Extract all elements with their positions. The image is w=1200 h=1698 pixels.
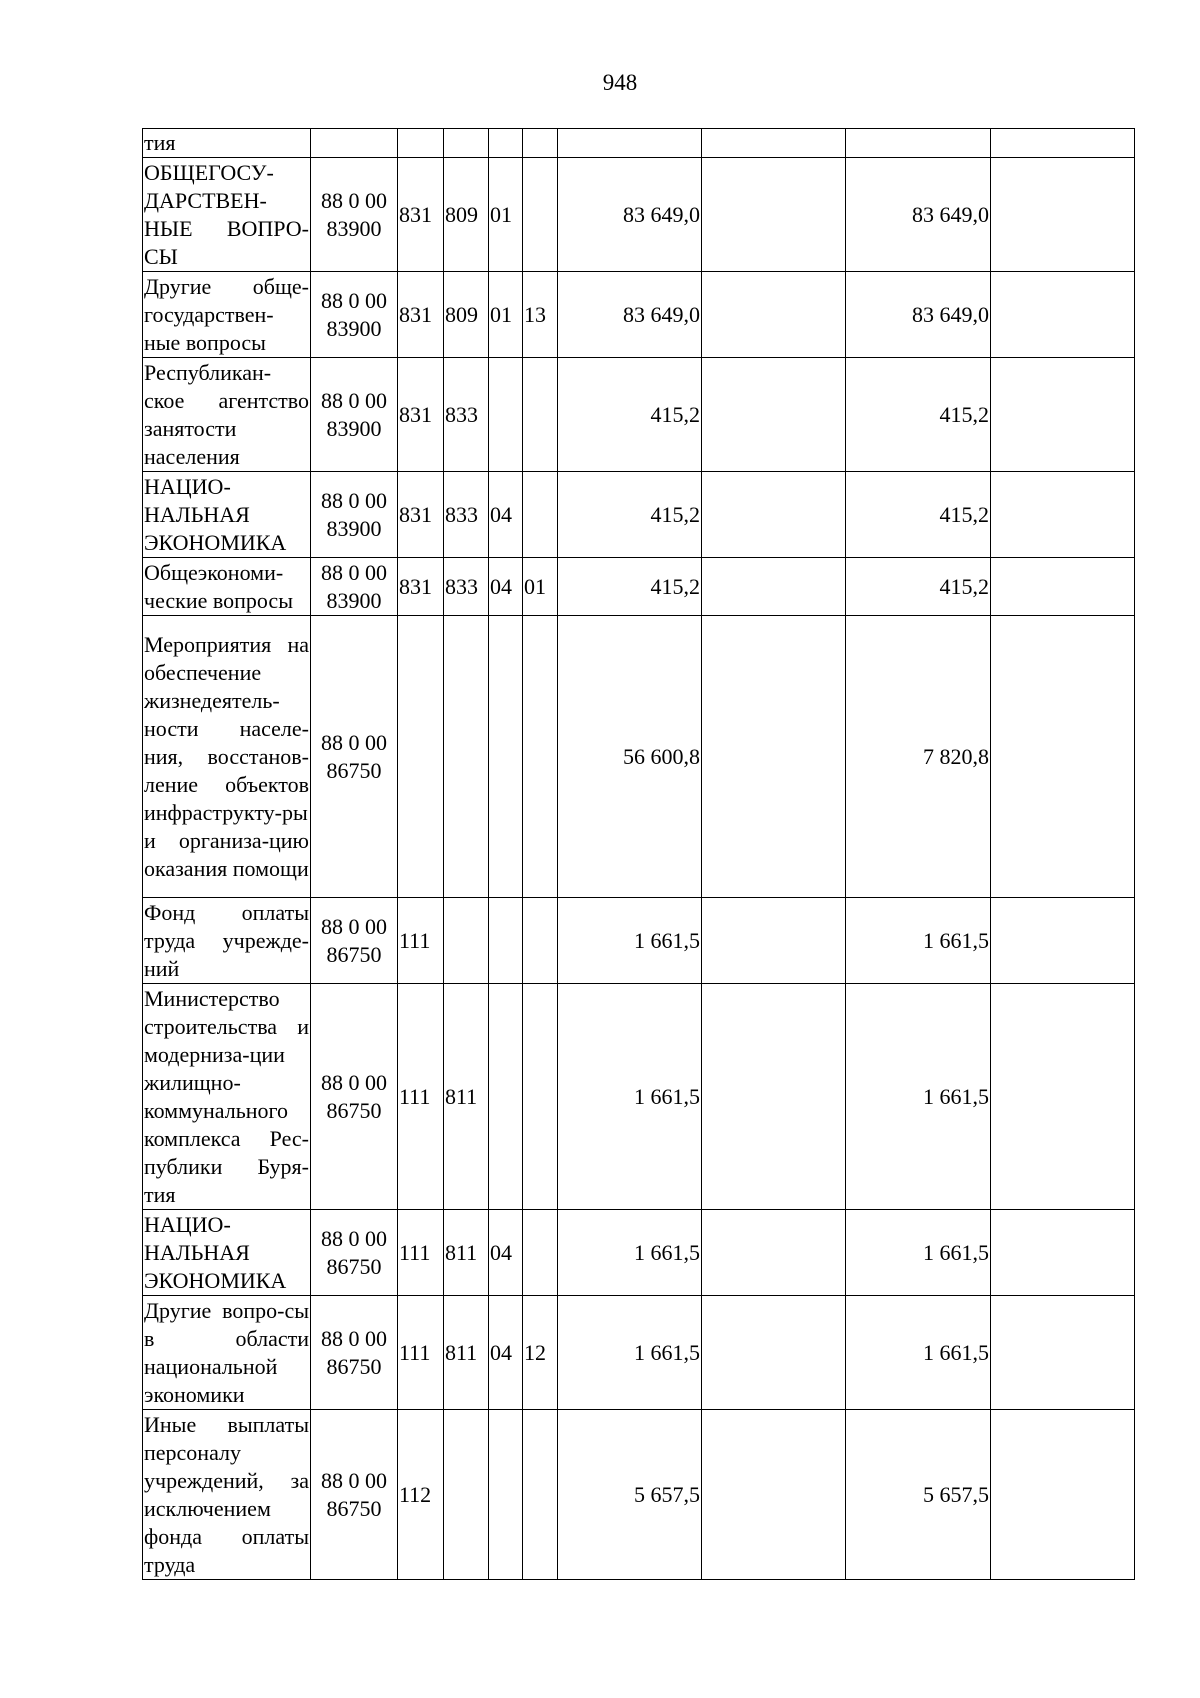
amount-column-2-cell <box>702 129 846 158</box>
row-name-cell: НАЦИО-НАЛЬНАЯ ЭКОНОМИКА <box>143 472 311 558</box>
amount-total-cell: 1 661,5 <box>558 898 702 984</box>
department-code-cell: 811 <box>444 984 489 1210</box>
target-article-code-cell: 88 0 00 86750 <box>311 1296 398 1410</box>
table-row <box>143 1410 1135 1580</box>
amount-total-cell: 5 657,5 <box>558 1410 702 1580</box>
subsection-code-cell <box>523 1410 558 1580</box>
expense-type-cell: 112 <box>398 1410 444 1580</box>
amount-column-2-cell <box>702 158 846 272</box>
row-name-cell: НАЦИО-НАЛЬНАЯ ЭКОНОМИКА <box>143 1210 311 1296</box>
department-code-cell <box>444 1410 489 1580</box>
expense-type-cell: 111 <box>398 1296 444 1410</box>
row-name-cell: Иные выплаты персоналу учреждений, за исключением фонда оплаты труда <box>143 1410 311 1580</box>
table-row <box>143 158 1135 272</box>
row-name-cell: ОБЩЕГОСУ-ДАРСТВЕН-НЫЕ ВОПРО-СЫ <box>143 158 311 272</box>
target-article-code-cell: 88 0 00 86750 <box>311 984 398 1210</box>
amount-total-cell: 415,2 <box>558 472 702 558</box>
row-name-cell: Другие вопро-сы в области национальной экономики <box>143 1296 311 1410</box>
row-name-cell: тия <box>143 129 311 158</box>
department-code-cell: 811 <box>444 1210 489 1296</box>
section-code-cell: 01 <box>489 158 523 272</box>
amount-column-2-cell <box>702 1296 846 1410</box>
expense-type-cell <box>398 616 444 898</box>
expense-type-cell: 111 <box>398 1210 444 1296</box>
target-article-code-cell <box>311 129 398 158</box>
amount-column-2-cell <box>702 898 846 984</box>
department-code-cell <box>444 616 489 898</box>
subsection-code-cell <box>523 129 558 158</box>
subsection-code-cell <box>523 1210 558 1296</box>
table-row <box>143 272 1135 358</box>
amount-total-cell: 415,2 <box>558 558 702 616</box>
amount-total-cell: 83 649,0 <box>558 158 702 272</box>
row-name-cell: Другие обще-государствен-ные вопросы <box>143 272 311 358</box>
section-code-cell: 01 <box>489 272 523 358</box>
amount-column-3-cell: 83 649,0 <box>846 158 991 272</box>
amount-total-cell: 56 600,8 <box>558 616 702 898</box>
amount-column-2-cell <box>702 472 846 558</box>
department-code-cell: 809 <box>444 158 489 272</box>
amount-column-2-cell <box>702 1210 846 1296</box>
amount-column-3-cell: 5 657,5 <box>846 1410 991 1580</box>
section-code-cell: 04 <box>489 1296 523 1410</box>
table-row <box>143 616 1135 898</box>
table-row <box>143 472 1135 558</box>
target-article-code-cell: 88 0 00 83900 <box>311 558 398 616</box>
amount-total-cell: 83 649,0 <box>558 272 702 358</box>
amount-column-2-cell <box>702 1410 846 1580</box>
subsection-code-cell <box>523 358 558 472</box>
table-row <box>143 558 1135 616</box>
section-code-cell: 04 <box>489 1210 523 1296</box>
amount-column-3-cell: 7 820,8 <box>846 616 991 898</box>
section-code-cell: 04 <box>489 472 523 558</box>
table-row <box>143 1210 1135 1296</box>
section-code-cell: 04 <box>489 558 523 616</box>
section-code-cell <box>489 616 523 898</box>
amount-column-4-cell <box>991 272 1135 358</box>
table-body <box>143 129 1135 1580</box>
row-name-cell: Фонд оплаты труда учрежде-ний <box>143 898 311 984</box>
subsection-code-cell <box>523 158 558 272</box>
amount-column-3-cell: 415,2 <box>846 472 991 558</box>
amount-column-4-cell <box>991 558 1135 616</box>
target-article-code-cell: 88 0 00 83900 <box>311 472 398 558</box>
amount-column-3-cell: 1 661,5 <box>846 1210 991 1296</box>
subsection-code-cell: 12 <box>523 1296 558 1410</box>
amount-column-3-cell: 1 661,5 <box>846 984 991 1210</box>
department-code-cell <box>444 129 489 158</box>
department-code-cell <box>444 898 489 984</box>
subsection-code-cell <box>523 616 558 898</box>
subsection-code-cell <box>523 472 558 558</box>
section-code-cell <box>489 898 523 984</box>
target-article-code-cell: 88 0 00 83900 <box>311 272 398 358</box>
amount-column-2-cell <box>702 558 846 616</box>
amount-column-4-cell <box>991 898 1135 984</box>
amount-column-4-cell <box>991 129 1135 158</box>
expense-type-cell: 111 <box>398 984 444 1210</box>
section-code-cell <box>489 984 523 1210</box>
amount-column-3-cell: 83 649,0 <box>846 272 991 358</box>
section-code-cell <box>489 1410 523 1580</box>
subsection-code-cell <box>523 984 558 1210</box>
amount-total-cell: 1 661,5 <box>558 984 702 1210</box>
table-row <box>143 129 1135 158</box>
subsection-code-cell: 13 <box>523 272 558 358</box>
department-code-cell: 833 <box>444 558 489 616</box>
expense-type-cell <box>398 129 444 158</box>
budget-table <box>142 128 1135 1580</box>
expense-type-cell: 831 <box>398 158 444 272</box>
target-article-code-cell: 88 0 00 86750 <box>311 1210 398 1296</box>
table-row <box>143 898 1135 984</box>
target-article-code-cell: 88 0 00 86750 <box>311 1410 398 1580</box>
amount-total-cell: 1 661,5 <box>558 1296 702 1410</box>
amount-column-2-cell <box>702 616 846 898</box>
amount-total-cell <box>558 129 702 158</box>
table-row <box>143 1296 1135 1410</box>
amount-column-3-cell: 415,2 <box>846 358 991 472</box>
row-name-cell: Республикан-ское агентство занятости населения <box>143 358 311 472</box>
expense-type-cell: 831 <box>398 472 444 558</box>
row-name-cell: Общеэкономи-ческие вопросы <box>143 558 311 616</box>
amount-column-2-cell <box>702 984 846 1210</box>
amount-column-4-cell <box>991 1210 1135 1296</box>
amount-column-4-cell <box>991 158 1135 272</box>
department-code-cell: 833 <box>444 358 489 472</box>
amount-column-2-cell <box>702 358 846 472</box>
row-name-cell: Министерство строительства и модерниза-ции жилищно-коммунального комплекса Рес-публики Буря-тия <box>143 984 311 1210</box>
amount-column-4-cell <box>991 984 1135 1210</box>
expense-type-cell: 831 <box>398 358 444 472</box>
amount-column-3-cell: 1 661,5 <box>846 1296 991 1410</box>
amount-column-4-cell <box>991 1410 1135 1580</box>
subsection-code-cell <box>523 898 558 984</box>
section-code-cell <box>489 129 523 158</box>
target-article-code-cell: 88 0 00 83900 <box>311 158 398 272</box>
expense-type-cell: 111 <box>398 898 444 984</box>
amount-column-3-cell <box>846 129 991 158</box>
amount-column-3-cell: 1 661,5 <box>846 898 991 984</box>
table-row <box>143 358 1135 472</box>
department-code-cell: 811 <box>444 1296 489 1410</box>
amount-column-3-cell: 415,2 <box>846 558 991 616</box>
subsection-code-cell: 01 <box>523 558 558 616</box>
expense-type-cell: 831 <box>398 558 444 616</box>
expense-type-cell: 831 <box>398 272 444 358</box>
department-code-cell: 809 <box>444 272 489 358</box>
table-row <box>143 984 1135 1210</box>
amount-column-4-cell <box>991 616 1135 898</box>
row-name-cell: Мероприятия на обеспечение жизнедеятель-ности населе-ния, восстанов-ление объектов инфраструкту-ры и организа-цию оказания помощи <box>143 616 311 898</box>
amount-total-cell: 415,2 <box>558 358 702 472</box>
target-article-code-cell: 88 0 00 86750 <box>311 616 398 898</box>
amount-column-2-cell <box>702 272 846 358</box>
target-article-code-cell: 88 0 00 86750 <box>311 898 398 984</box>
page-number: 948 <box>602 70 638 95</box>
amount-column-4-cell <box>991 1296 1135 1410</box>
amount-column-4-cell <box>991 472 1135 558</box>
section-code-cell <box>489 358 523 472</box>
amount-column-4-cell <box>991 358 1135 472</box>
amount-total-cell: 1 661,5 <box>558 1210 702 1296</box>
target-article-code-cell: 88 0 00 83900 <box>311 358 398 472</box>
department-code-cell: 833 <box>444 472 489 558</box>
